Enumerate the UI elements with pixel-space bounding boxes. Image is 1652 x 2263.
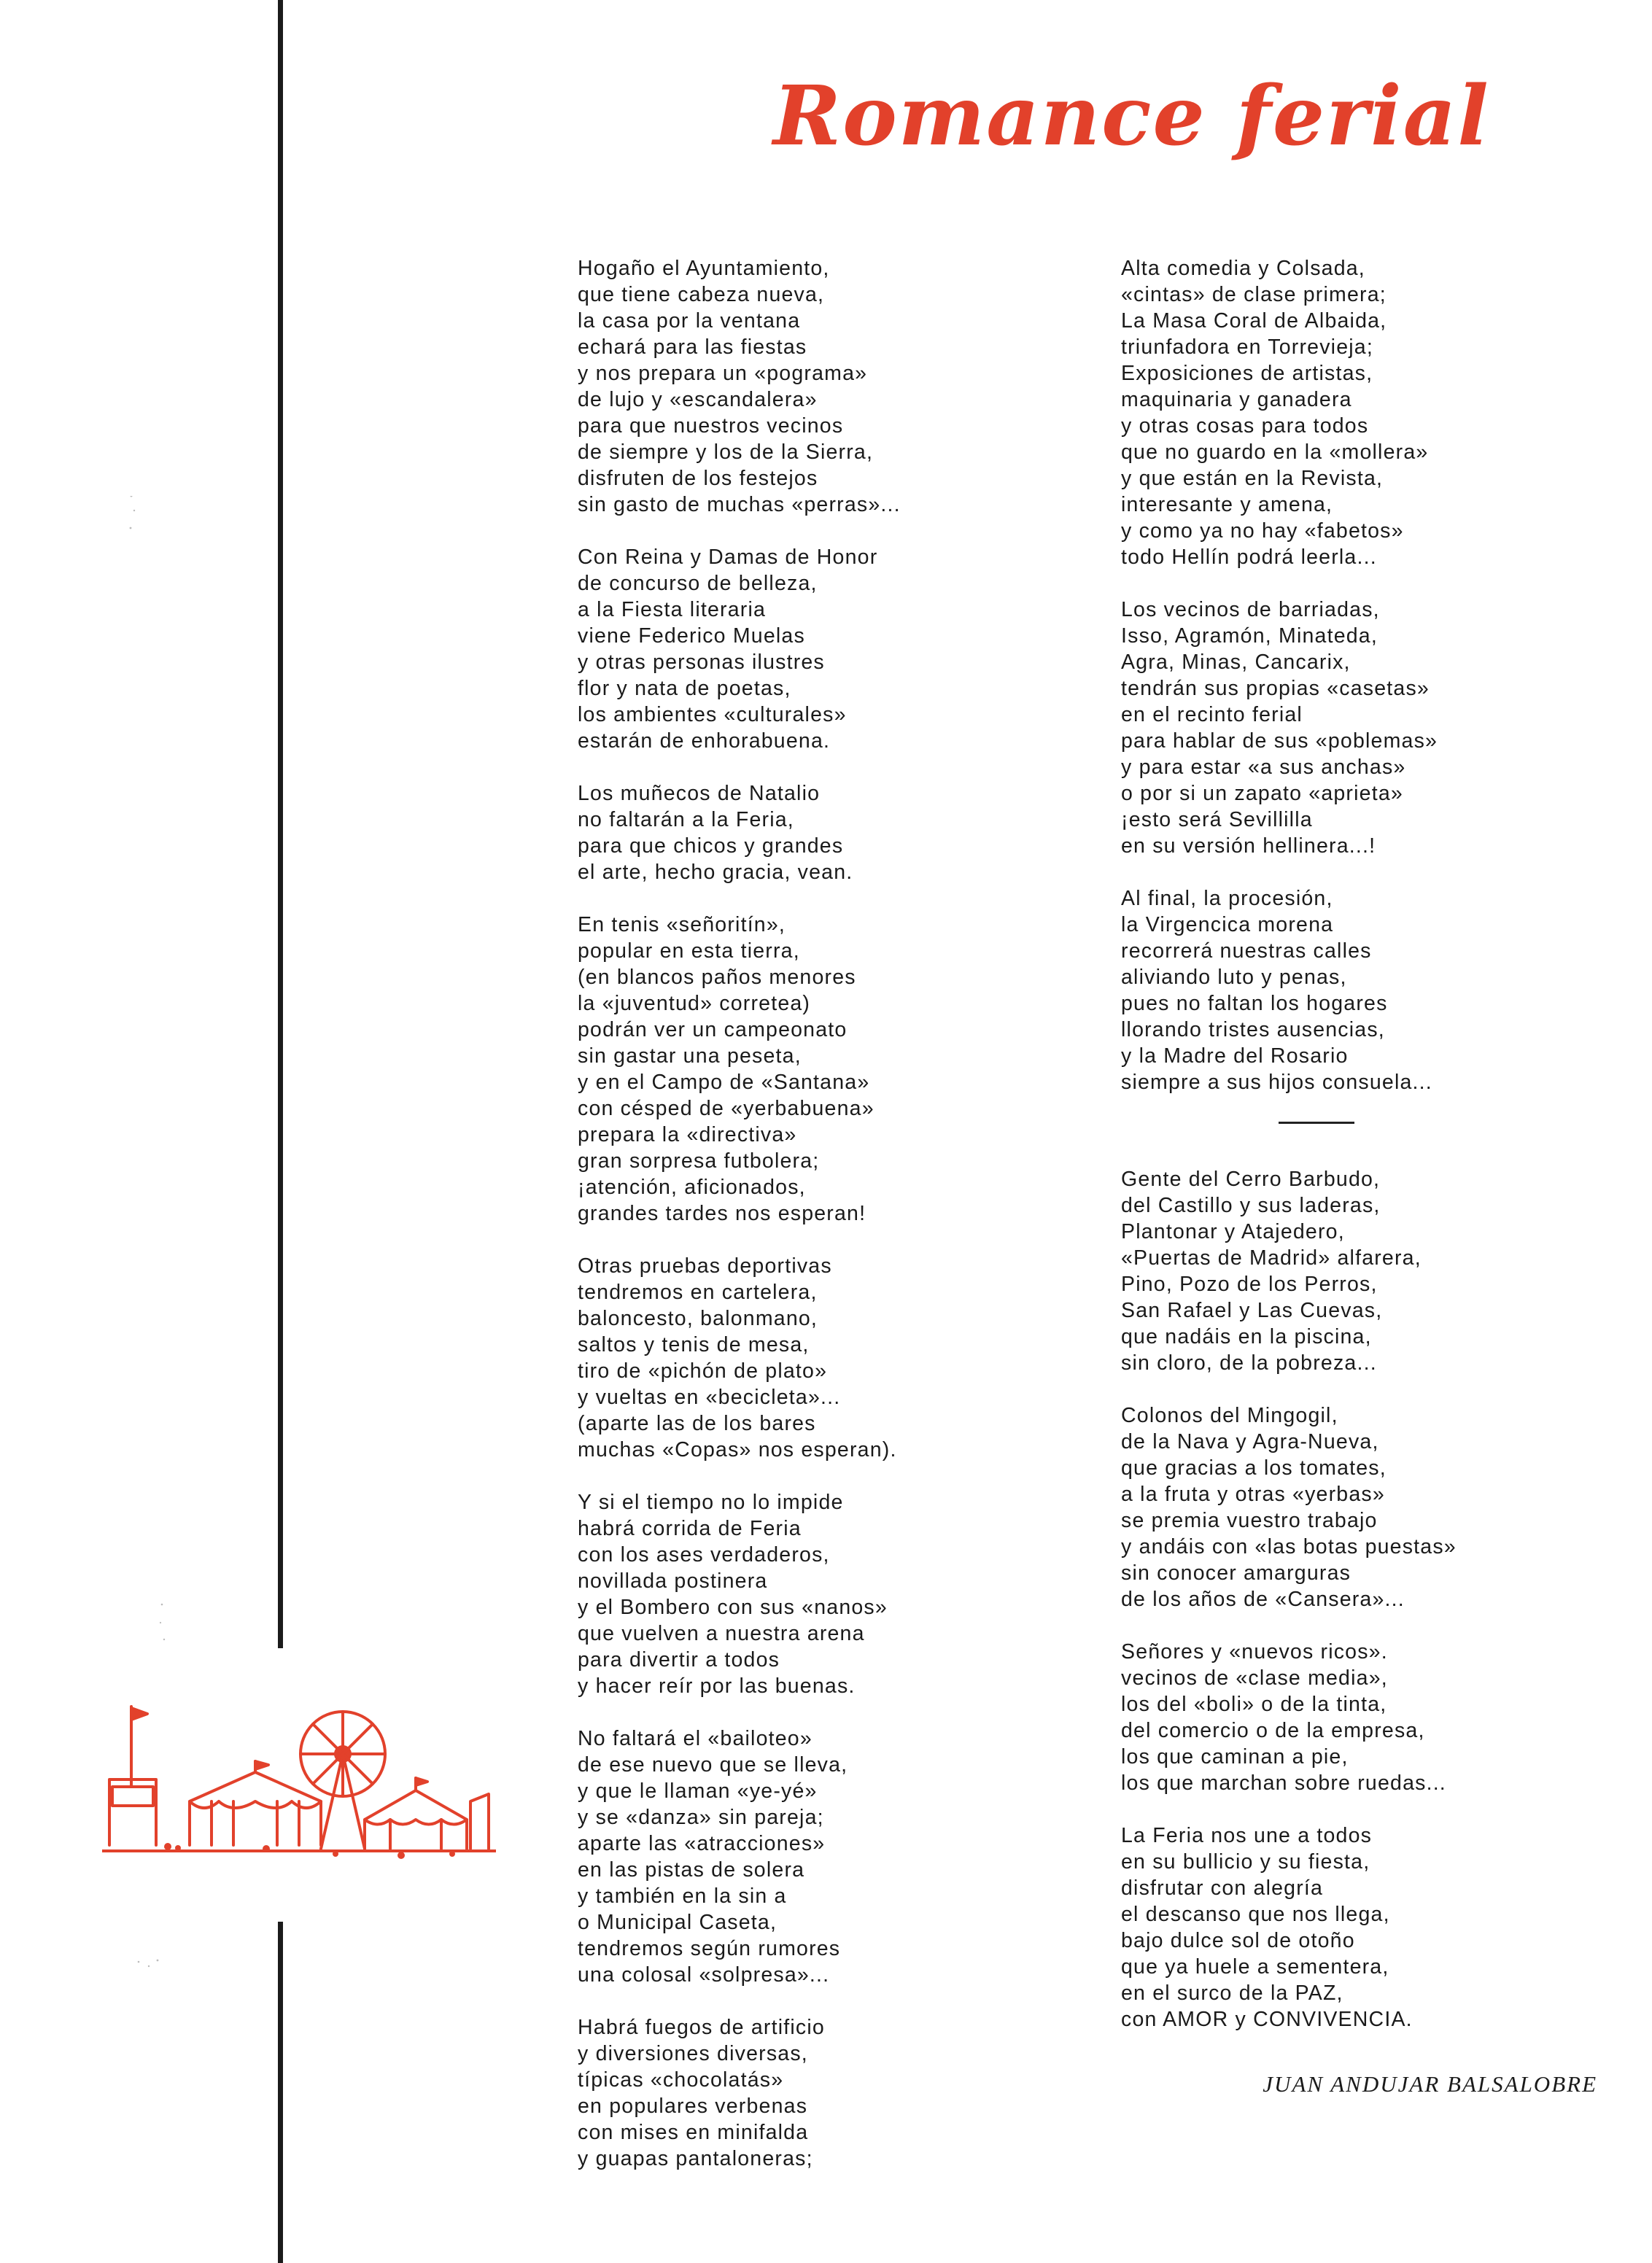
poem-line: en el surco de la PAZ, — [1121, 1981, 1343, 2005]
poem-line: sin gastar una peseta, — [578, 1044, 802, 1068]
poem-line: y como ya no hay «fabetos» — [1121, 519, 1404, 543]
poem-line: disfruten de los festejos — [578, 467, 818, 490]
poem-line: viene Federico Muelas — [578, 624, 805, 648]
poem-line: o Municipal Caseta, — [578, 1911, 777, 1934]
poem-right-column — [1121, 255, 1529, 2059]
poem-line: flor y nata de poetas, — [578, 677, 791, 700]
poem-line: del Castillo y sus laderas, — [1121, 1194, 1381, 1217]
poem-line: del comercio o de la empresa, — [1121, 1719, 1425, 1742]
poem-line: que nadáis en la piscina, — [1121, 1325, 1372, 1348]
poem-line: Exposiciones de artistas, — [1121, 362, 1373, 385]
poem-line: para que chicos y grandes — [578, 834, 844, 858]
poem-line: interesante y amena, — [1121, 493, 1333, 516]
poem-line: Señores y «nuevos ricos». — [1121, 1640, 1388, 1664]
poem-line: los ambientes «culturales» — [578, 703, 847, 726]
poem-line: que gracias a los tomates, — [1121, 1456, 1387, 1480]
poem-line: No faltará el «bailoteo» — [578, 1727, 813, 1750]
poem-line: novillada postinera — [578, 1569, 768, 1593]
poem-line: grandes tardes nos esperan! — [578, 1202, 866, 1225]
poem-line: para divertir a todos — [578, 1648, 780, 1672]
stanza — [1121, 1639, 1529, 1796]
poem-line: recorrerá nuestras calles — [1121, 939, 1372, 963]
poem-line: de los años de «Cansera»... — [1121, 1588, 1405, 1611]
poem-line: que ya huele a sementera, — [1121, 1955, 1389, 1979]
poem-line: tendremos en cartelera, — [578, 1281, 818, 1304]
poem-line: no faltarán a la Feria, — [578, 808, 794, 831]
poem-line: San Rafael y Las Cuevas, — [1121, 1299, 1383, 1322]
stanza — [1121, 1166, 1529, 1376]
poem-line: sin conocer amarguras — [1121, 1561, 1352, 1585]
poem-line: con AMOR y CONVIVENCIA. — [1121, 2008, 1413, 2031]
author-signature: JUAN ANDUJAR BALSALOBRE — [1263, 2071, 1597, 2097]
poem-line: con mises en minifalda — [578, 2121, 809, 2144]
poem-line: Gente del Cerro Barbudo, — [1121, 1168, 1381, 1191]
poem-line: el arte, hecho gracia, vean. — [578, 861, 853, 884]
poem-line: llorando tristes ausencias, — [1121, 1018, 1385, 1041]
poem-line: y guapas pantaloneras; — [578, 2147, 813, 2170]
poem-line: con césped de «yerbabuena» — [578, 1097, 875, 1120]
poem-line: aliviando luto y penas, — [1121, 966, 1347, 989]
vertical-rule-bottom — [278, 1922, 283, 2263]
stanza — [578, 1726, 986, 1988]
poem-line: los que marchan sobre ruedas... — [1121, 1771, 1446, 1795]
poem-line: Habrá fuegos de artificio — [578, 2016, 825, 2039]
poem-line: el descanso que nos llega, — [1121, 1903, 1390, 1926]
poem-line: Al final, la procesión, — [1121, 887, 1333, 910]
poem-line: y vueltas en «becicleta»... — [578, 1386, 841, 1409]
poem-line: disfrutar con alegría — [1121, 1876, 1324, 1900]
poem-line: en su bullicio y su fiesta, — [1121, 1850, 1370, 1874]
poem-line: triunfadora en Torrevieja; — [1121, 335, 1373, 359]
stanza — [1121, 1823, 1529, 2033]
poem-line: para que nuestros vecinos — [578, 414, 844, 438]
stanza — [1121, 1402, 1529, 1612]
poem-line: gran sorpresa futbolera; — [578, 1149, 820, 1173]
poem-line: tendremos según rumores — [578, 1937, 841, 1960]
stanza — [578, 255, 986, 518]
poem-line: que vuelven a nuestra arena — [578, 1622, 865, 1645]
poem-line: pues no faltan los hogares — [1121, 992, 1388, 1015]
poem-line: de ese nuevo que se lleva, — [578, 1753, 848, 1777]
poem-line: y en el Campo de «Santana» — [578, 1071, 870, 1094]
poem-line: o por si un zapato «aprieta» — [1121, 782, 1403, 805]
poem-line: de lujo y «escandalera» — [578, 388, 818, 411]
poem-line: saltos y tenis de mesa, — [578, 1333, 810, 1356]
right-column-part-2 — [1121, 1166, 1529, 2033]
poem-line: Otras pruebas deportivas — [578, 1254, 832, 1278]
poem-line: baloncesto, balonmano, — [578, 1307, 818, 1330]
poem-line: La Feria nos une a todos — [1121, 1824, 1373, 1847]
poem-line: Y si el tiempo no lo impide — [578, 1491, 844, 1514]
poem-line: de la Nava y Agra-Nueva, — [1121, 1430, 1379, 1453]
poem-line: y otras personas ilustres — [578, 651, 825, 674]
poem-line: y para estar «a sus anchas» — [1121, 756, 1406, 779]
poem-line: habrá corrida de Feria — [578, 1517, 802, 1540]
poem-line: estarán de enhorabuena. — [578, 729, 831, 753]
poem-line: sin gasto de muchas «perras»... — [578, 493, 901, 516]
poem-line: Los vecinos de barriadas, — [1121, 598, 1380, 621]
poem-line: siempre a sus hijos consuela... — [1121, 1071, 1432, 1094]
poem-line: y la Madre del Rosario — [1121, 1044, 1349, 1068]
poem-line: una colosal «solpresa»... — [578, 1963, 830, 1987]
stanza-separator — [1279, 1122, 1354, 1124]
poem-line: «cintas» de clase primera; — [1121, 283, 1387, 306]
stanza — [578, 780, 986, 885]
poem-line: Colonos del Mingogil, — [1121, 1404, 1338, 1427]
poem-line: ¡esto será Sevillilla — [1121, 808, 1313, 831]
poem-line: con los ases verdaderos, — [578, 1543, 830, 1567]
poem-line: de concurso de belleza, — [578, 572, 818, 595]
poem-line: que no guardo en la «mollera» — [1121, 440, 1429, 464]
poem-line: los del «boli» o de la tinta, — [1121, 1693, 1387, 1716]
vertical-rule-top — [278, 0, 283, 1648]
poem-line: sin cloro, de la pobreza... — [1121, 1351, 1377, 1375]
poem-line: a la fruta y otras «yerbas» — [1121, 1483, 1385, 1506]
poem-line: aparte las «atracciones» — [578, 1832, 826, 1855]
poem-line: Isso, Agramón, Minateda, — [1121, 624, 1378, 648]
poem-line: y hacer reír por las buenas. — [578, 1674, 856, 1698]
poem-line: en populares verbenas — [578, 2095, 808, 2118]
poem-line: y que están en la Revista, — [1121, 467, 1384, 490]
poem-line: En tenis «señoritín», — [578, 913, 786, 936]
poem-line: echará para las fiestas — [578, 335, 807, 359]
poem-line: ¡atención, aficionados, — [578, 1176, 806, 1199]
poem-line: la Virgencica morena — [1121, 913, 1334, 936]
poem-line: y otras cosas para todos — [1121, 414, 1369, 438]
poem-line: en las pistas de solera — [578, 1858, 805, 1882]
poem-line: Hogaño el Ayuntamiento, — [578, 257, 830, 280]
poem-line: todo Hellín podrá leerla... — [1121, 546, 1377, 569]
poem-line: prepara la «directiva» — [578, 1123, 797, 1146]
poem-line: tendrán sus propias «casetas» — [1121, 677, 1430, 700]
stanza — [578, 1253, 986, 1463]
stanza — [578, 2014, 986, 2172]
poem-line: y que le llaman «ye-yé» — [578, 1779, 818, 1803]
poem-line: que tiene cabeza nueva, — [578, 283, 825, 306]
poem-line: se premia vuestro trabajo — [1121, 1509, 1378, 1532]
poem-line: la «juventud» corretea) — [578, 992, 811, 1015]
poem-line: bajo dulce sol de otoño — [1121, 1929, 1355, 1952]
stanza — [578, 544, 986, 754]
poem-line: a la Fiesta literaria — [578, 598, 767, 621]
poem-line: «Puertas de Madrid» alfarera, — [1121, 1246, 1422, 1270]
poem-line: (aparte las de los bares — [578, 1412, 816, 1435]
poem-line: y también en la sin a — [578, 1884, 787, 1908]
poem-line: Agra, Minas, Cancarix, — [1121, 651, 1351, 674]
poem-line: podrán ver un campeonato — [578, 1018, 848, 1041]
poem-line: los que caminan a pie, — [1121, 1745, 1349, 1769]
stanza — [578, 1489, 986, 1699]
poem-line: para hablar de sus «poblemas» — [1121, 729, 1438, 753]
poem-line: la casa por la ventana — [578, 309, 801, 333]
poem-line: Alta comedia y Colsada, — [1121, 257, 1365, 280]
fairground-illustration-icon — [102, 1692, 496, 1867]
poem-line: vecinos de «clase media», — [1121, 1666, 1388, 1690]
poem-line: típicas «chocolatás» — [578, 2068, 784, 2092]
stanza — [578, 912, 986, 1227]
poem-line: La Masa Coral de Albaida, — [1121, 309, 1387, 333]
stanza — [1121, 597, 1529, 859]
poem-line: Pino, Pozo de los Perros, — [1121, 1273, 1378, 1296]
poem-left-column — [578, 255, 986, 2198]
poem-line: en su versión hellinera...! — [1121, 834, 1376, 858]
poem-line: popular en esta tierra, — [578, 939, 800, 963]
poem-line: tiro de «pichón de plato» — [578, 1359, 828, 1383]
poem-line: en el recinto ferial — [1121, 703, 1303, 726]
page-title: Romance ferial — [773, 69, 1490, 164]
poem-line: Plantonar y Atajedero, — [1121, 1220, 1345, 1243]
stanza — [1121, 255, 1529, 570]
poem-line: y diversiones diversas, — [578, 2042, 808, 2065]
poem-line: (en blancos paños menores — [578, 966, 856, 989]
poem-line: y se «danza» sin pareja; — [578, 1806, 824, 1829]
poem-line: de siempre y los de la Sierra, — [578, 440, 874, 464]
poem-line: Con Reina y Damas de Honor — [578, 546, 878, 569]
right-column-part-1 — [1121, 255, 1529, 1095]
poem-line: y el Bombero con sus «nanos» — [578, 1596, 888, 1619]
stanza — [1121, 885, 1529, 1095]
poem-line: Los muñecos de Natalio — [578, 782, 821, 805]
poem-line: y nos prepara un «pograma» — [578, 362, 868, 385]
poem-line: maquinaria y ganadera — [1121, 388, 1352, 411]
poem-line: muchas «Copas» nos esperan). — [578, 1438, 897, 1462]
poem-line: y andáis con «las botas puestas» — [1121, 1535, 1457, 1559]
